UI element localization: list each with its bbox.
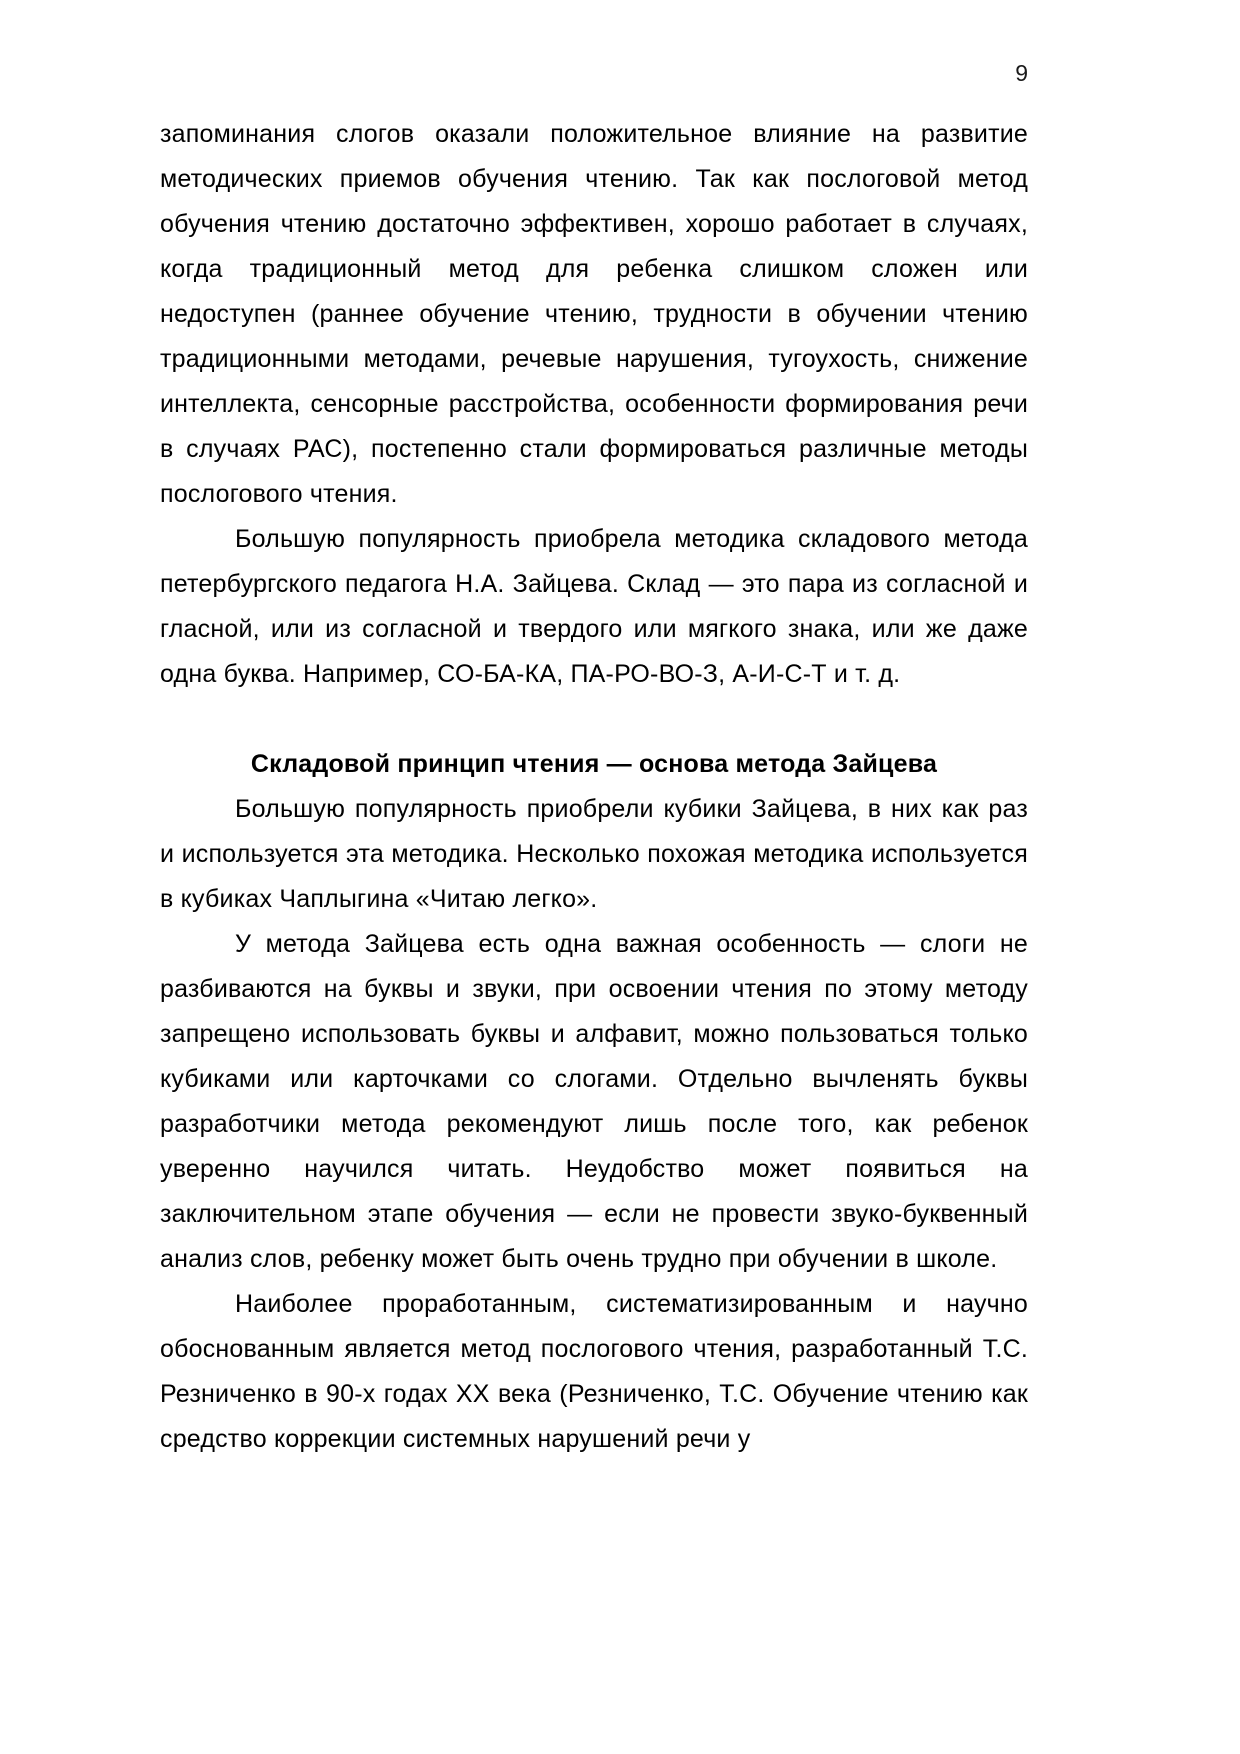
page-number: 9: [1015, 60, 1028, 86]
paragraph: Наиболее проработанным, систематизированным и научно обоснованным является метод послогового чтения, разработанный Т.С. Резниченко в 90-х годах XX века (Резниченко, Т.С. Обучение чтению как средство коррекции системных нарушений речи у: [160, 1290, 1028, 1453]
paragraph: Большую популярность приобрели кубики Зайцева, в них как раз и используется эта методика. Несколько похожая методика используется в кубиках Чаплыгина «Читаю легко».: [160, 795, 1028, 913]
section-heading: Складовой принцип чтения — основа метода Зайцева: [250, 750, 938, 778]
paragraph: Большую популярность приобрела методика складового метода петербургского педагога Н.А. Зайцева. Склад — это пара из согласной и гласной, или из согласной и твердого или мягкого знака, или же даже одна буква. Например, СО-БА-КА, ПА-РО-ВО-З, А-И-С-Т и т. д.: [160, 525, 1028, 688]
document-body: [160, 112, 1028, 1462]
paragraph: У метода Зайцева есть одна важная особенность — слоги не разбиваются на буквы и звуки, при освоении чтения по этому методу запрещено использовать буквы и алфавит, можно пользоваться только кубиками или карточками со слогами. Отдельно вычленять буквы разработчики метода рекомендуют лишь после того, как ребенок уверенно научился читать. Неудобство может появиться на заключительном этапе обучения — если не провести звуко-буквенный анализ слов, ребенку может быть очень трудно при обучении в школе.: [160, 930, 1028, 1273]
paragraph: запоминания слогов оказали положительное влияние на развитие методических приемов обучения чтению. Так как послоговой метод обучения чтению достаточно эффективен, хорошо работает в случаях, когда традиционный метод для ребенка слишком сложен или недоступен (раннее обучение чтению, трудности в обучении чтению традиционными методами, речевые нарушения, тугоухость, снижение интеллекта, сенсорные расстройства, особенности формирования речи в случаях РАС), постепенно стали формироваться различные методы послогового чтения.: [160, 120, 1028, 508]
